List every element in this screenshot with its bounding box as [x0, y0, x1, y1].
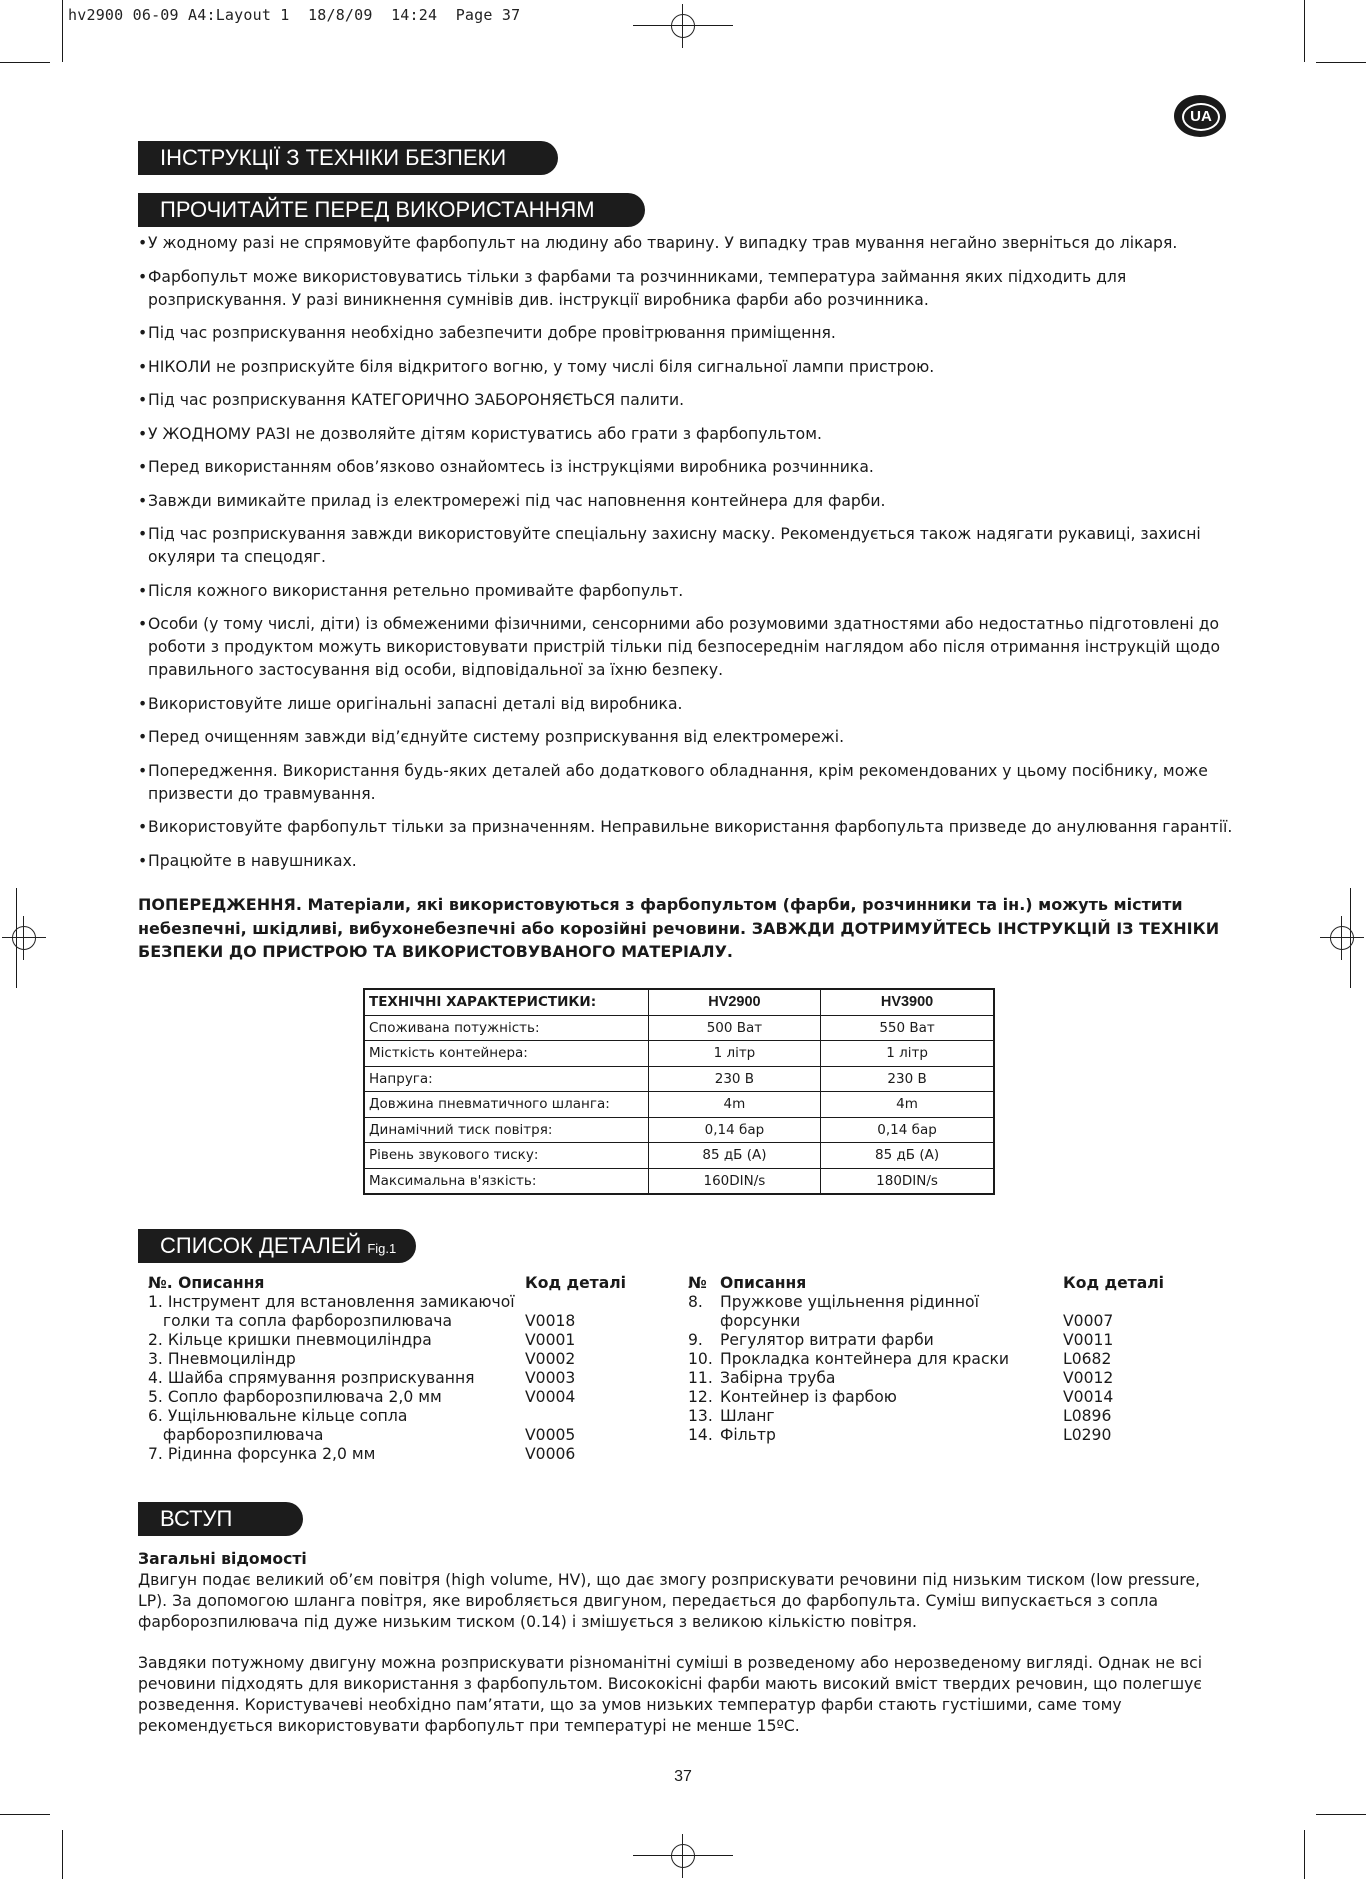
part-code: V0011	[1063, 1331, 1114, 1349]
spec-header: ТЕХНІЧНІ ХАРАКТЕРИСТИКИ:	[364, 989, 648, 1015]
safety-bullet: • Попередження. Використання будь-яких деталей або додаткового обладнання, крім рекомендованих у цьому посібнику, може призвести до травмування.	[138, 760, 1238, 806]
parts-header: №	[688, 1274, 707, 1292]
parts-row	[148, 1445, 635, 1464]
safety-bullet: • Використовуйте фарбопульт тільки за призначенням. Неправильне використання фарбопульта призведе до анулювання гарантії.	[138, 816, 1238, 839]
safety-bullet: • Працюйте в навушниках.	[138, 850, 1238, 873]
spec-label: Максимальна в'язкість:	[364, 1168, 648, 1194]
spec-value: 500 Ват	[648, 1015, 820, 1041]
spec-label: Напруга:	[364, 1066, 648, 1092]
safety-bullet: • Перед використанням обов’язково ознайомтесь із інструкціями виробника розчинника.	[138, 456, 1238, 479]
safety-bullet: • Перед очищенням завжди від’єднуйте систему розприскування від електромережі.	[138, 726, 1238, 749]
part-number: 11.	[688, 1369, 713, 1387]
parts-row	[688, 1331, 1173, 1350]
spec-value: 4m	[648, 1092, 820, 1118]
crop-mark	[62, 1830, 63, 1879]
safety-bullet: • У жодному разі не спрямовуйте фарбопульт на людину або тварину. У випадку трав мування негайно зверніться до лікаря.	[138, 232, 1238, 255]
part-code: V0006	[525, 1445, 576, 1463]
parts-row	[148, 1388, 635, 1407]
part-description: 6. Ущільнювальне кільце сопла	[148, 1407, 408, 1425]
part-description: 2. Кільце кришки пневмоциліндра	[148, 1331, 432, 1349]
crop-mark	[1304, 1830, 1305, 1879]
safety-bullet: • Після кожного використання ретельно промивайте фарбопульт.	[138, 580, 1238, 603]
spec-label: Рівень звукового тиску:	[364, 1143, 648, 1169]
figure-ref: Fig.1	[367, 1241, 397, 1256]
parts-row	[688, 1388, 1173, 1407]
part-code: V0004	[525, 1388, 576, 1406]
part-code: V0018	[525, 1312, 576, 1330]
spec-value: 1 літр	[821, 1041, 994, 1067]
parts-header: Код деталі	[525, 1274, 626, 1292]
parts-row	[688, 1407, 1173, 1426]
part-code: V0012	[1063, 1369, 1114, 1387]
parts-row	[688, 1350, 1173, 1369]
part-description: Регулятор витрати фарби	[720, 1331, 934, 1349]
spec-value: 85 дБ (А)	[821, 1143, 994, 1169]
spec-row	[364, 1117, 994, 1143]
part-description: 4. Шайба спрямування розприскування	[148, 1369, 475, 1387]
part-number: 12.	[688, 1388, 713, 1406]
section-header-read-before	[138, 193, 645, 227]
crop-mark	[1316, 1814, 1366, 1815]
part-code: V0001	[525, 1331, 576, 1349]
parts-row	[148, 1331, 635, 1350]
part-number: 10.	[688, 1350, 713, 1368]
part-description: Прокладка контейнера для краски	[720, 1350, 1010, 1368]
part-number	[688, 1312, 720, 1331]
part-code: V0002	[525, 1350, 576, 1368]
spec-row	[364, 1092, 994, 1118]
crop-mark	[633, 25, 733, 26]
part-number: 8.	[688, 1293, 703, 1311]
spec-label: Місткість контейнера:	[364, 1041, 648, 1067]
parts-row	[688, 1293, 1173, 1312]
part-code: L0896	[1063, 1407, 1112, 1425]
section-title: ПРОЧИТАЙТЕ ПЕРЕД ВИКОРИСТАННЯМ	[160, 197, 595, 222]
parts-row	[148, 1369, 635, 1388]
spec-header-row	[364, 989, 994, 1015]
intro-paragraph: Двигун подає великий об’єм повітря (high volume, HV), що дає змогу розприскувати речовини під низьким тиском (low pressure, LP). За допомогою шланга повітря, яке виробляється двигуном, передається до фарбопульта. Суміш випускається з сопла фарборозпилювача під дуже низьким тиском (0.14) і змішується з великою кількістю повітря.	[138, 1571, 1201, 1631]
part-description: голки та сопла фарборозпилювача	[148, 1312, 453, 1330]
country-badge	[1174, 95, 1226, 137]
part-code: V0014	[1063, 1388, 1114, 1406]
parts-list-left	[148, 1274, 635, 1464]
part-code	[1063, 1293, 1173, 1312]
part-code: V0005	[525, 1426, 576, 1444]
spec-label: Динамічний тиск повітря:	[364, 1117, 648, 1143]
safety-bullet: • Під час розприскування завжди використовуйте спеціальну захисну маску. Рекомендується також надягати рукавиці, захисні окуляри та спецодяг.	[138, 523, 1238, 569]
part-number: 13.	[688, 1407, 713, 1425]
parts-row	[148, 1407, 635, 1426]
parts-row	[148, 1293, 635, 1312]
safety-bullet-list	[138, 232, 1238, 883]
part-number: 14.	[688, 1426, 713, 1444]
intro-body	[138, 1549, 1228, 1757]
part-code	[525, 1293, 635, 1312]
spec-row	[364, 1143, 994, 1169]
parts-row	[148, 1350, 635, 1369]
safety-bullet: • Фарбопульт може використовуватись тільки з фарбами та розчинниками, температура займання яких підходить для розприскування. У разі виникнення сумнівів див. інструкції виробника фарби або розчинника.	[138, 266, 1238, 312]
part-description: 1. Інструмент для встановлення замикаючої	[148, 1293, 515, 1311]
spec-value: 0,14 бар	[821, 1117, 994, 1143]
part-code: L0290	[1063, 1426, 1112, 1444]
parts-row	[688, 1312, 1173, 1331]
section-title: ВСТУП	[160, 1506, 233, 1531]
crop-mark	[633, 1855, 733, 1856]
safety-bullet: • У ЖОДНОМУ РАЗІ не дозволяйте дітям користуватись або грати з фарбопультом.	[138, 423, 1238, 446]
parts-header: №. Описання	[148, 1274, 265, 1292]
print-slug: hv2900 06-09 A4:Layout 1 18/8/09 14:24 Page 37	[68, 6, 521, 24]
part-description: Пружкове ущільнення рідинної	[720, 1293, 979, 1311]
spec-value: 550 Ват	[821, 1015, 994, 1041]
crop-mark	[0, 62, 50, 63]
spec-label: Довжина пневматичного шланга:	[364, 1092, 648, 1118]
registration-mark	[1320, 916, 1364, 960]
part-code: V0003	[525, 1369, 576, 1387]
part-description: фарборозпилювача	[148, 1426, 324, 1444]
part-description: Шланг	[720, 1407, 775, 1425]
warning-paragraph: ПОПЕРЕДЖЕННЯ. Матеріали, які використовуються з фарбопультом (фарби, розчинники та ін.) можуть містити небезпечні, шкідливі, вибухонебезпечні або корозійні речовини. ЗАВЖДИ ДОТРИМУЙТЕСЬ ІНСТРУКЦІЙ ІЗ ТЕХНІКИ БЕЗПЕКИ ДО ПРИСТРОЮ ТА ВИКОРИСТОВУВАНОГО МАТЕРІАЛУ.	[138, 895, 1220, 961]
parts-list-right	[688, 1274, 1173, 1445]
part-number: 9.	[688, 1331, 703, 1349]
spec-value: 0,14 бар	[648, 1117, 820, 1143]
section-header-intro	[138, 1502, 303, 1536]
crop-mark	[62, 0, 63, 62]
spec-value: 160DIN/s	[648, 1168, 820, 1194]
section-title: СПИСОК ДЕТАЛЕЙ	[160, 1233, 362, 1258]
parts-header: Описання	[720, 1274, 807, 1292]
section-header-parts-list	[138, 1229, 416, 1263]
spec-label: Споживана потужність:	[364, 1015, 648, 1041]
part-description: Контейнер із фарбою	[720, 1388, 897, 1406]
part-code: L0682	[1063, 1350, 1112, 1368]
parts-row	[688, 1369, 1173, 1388]
safety-bullet: • Особи (у тому числі, діти) із обмеженими фізичними, сенсорними або розумовими здатностями або недостатньо підготовлені до роботи з продуктом можуть використовувати пристрій тільки під безпосереднім наглядом або після отримання інструкцій щодо правильного застосування від особи, відповідальної за їхню безпеку.	[138, 613, 1238, 682]
registration-mark	[2, 916, 46, 960]
part-description: 3. Пневмоциліндр	[148, 1350, 296, 1368]
spec-value: 4m	[821, 1092, 994, 1118]
crop-mark	[1316, 62, 1366, 63]
section-title: ІНСТРУКЦІЇ З ТЕХНІКИ БЕЗПЕКИ	[160, 145, 507, 170]
crop-mark	[0, 1814, 50, 1815]
part-description: форсунки	[720, 1312, 801, 1330]
spec-row	[364, 1041, 994, 1067]
parts-row	[148, 1426, 635, 1445]
page-number: 37	[674, 1768, 692, 1785]
parts-row	[148, 1312, 635, 1331]
parts-header-row	[148, 1274, 635, 1293]
spec-row	[364, 1066, 994, 1092]
part-code: V0007	[1063, 1312, 1114, 1330]
parts-row	[688, 1426, 1173, 1445]
intro-paragraph: Завдяки потужному двигуну можна розприскувати різноманітні суміші в розведеному або нерозведеному вигляді. Однак не всі речовини підходять для використання з фарбопультом. Висококісні фарби мають високий вміст твердих речовин, що полегшує розведення. Користувачеві необхідно пам’ятати, що за умов низьких температур фарби стають густішими, саме тому рекомендується використовувати фарбопульт при температурі не менше 15ºC.	[138, 1654, 1203, 1735]
spec-value: 180DIN/s	[821, 1168, 994, 1194]
country-code: UA	[1182, 103, 1220, 131]
spec-value: 230 В	[648, 1066, 820, 1092]
safety-bullet: • Під час розприскування необхідно забезпечити добре провітрювання приміщення.	[138, 322, 1238, 345]
part-description: Фільтр	[720, 1426, 776, 1444]
spec-header: HV2900	[648, 989, 820, 1015]
part-code	[525, 1407, 635, 1426]
spec-row	[364, 1168, 994, 1194]
part-description: 5. Сопло фарборозпилювача 2,0 мм	[148, 1388, 442, 1406]
safety-bullet: • НІКОЛИ не розприскуйте біля відкритого вогню, у тому числі біля сигнальної лампи пристрою.	[138, 356, 1238, 379]
safety-bullet: • Під час розприскування КАТЕГОРИЧНО ЗАБОРОНЯЄТЬСЯ палити.	[138, 389, 1238, 412]
spec-value: 1 літр	[648, 1041, 820, 1067]
safety-bullet: • Використовуйте лише оригінальні запасні деталі від виробника.	[138, 693, 1238, 716]
crop-mark	[1304, 0, 1305, 62]
spec-value: 85 дБ (А)	[648, 1143, 820, 1169]
section-header-safety	[138, 141, 558, 175]
safety-bullet: • Завжди вимикайте прилад із електромережі під час наповнення контейнера для фарби.	[138, 490, 1238, 513]
part-description: 7. Рідинна форсунка 2,0 мм	[148, 1445, 376, 1463]
spec-row	[364, 1015, 994, 1041]
parts-header-row	[688, 1274, 1173, 1293]
spec-value: 230 В	[821, 1066, 994, 1092]
spec-table	[363, 988, 995, 1195]
intro-heading: Загальні відомості	[138, 1550, 307, 1568]
part-description: Забірна труба	[720, 1369, 836, 1387]
spec-header: HV3900	[821, 989, 994, 1015]
parts-header: Код деталі	[1063, 1274, 1164, 1292]
